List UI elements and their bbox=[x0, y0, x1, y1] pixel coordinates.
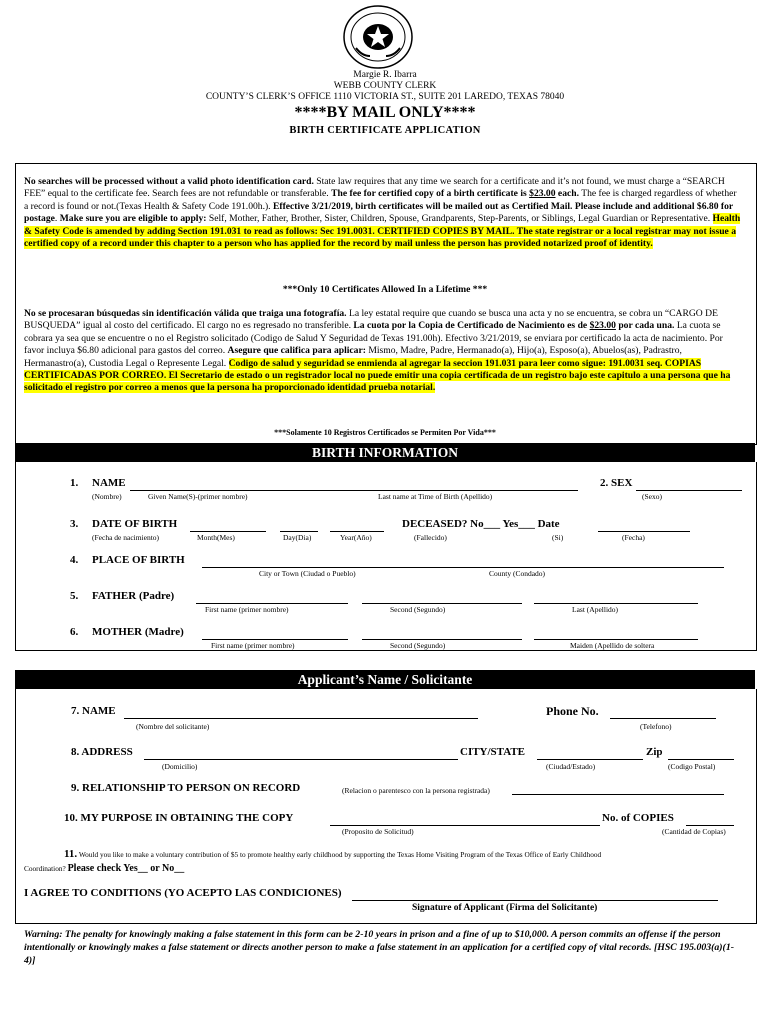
certified-mail-notice: Effective 3/21/2019, birth certificates will be mailed out as Certified Mail. Please include and additional $6.80 for postage bbox=[24, 200, 733, 225]
zip-line[interactable] bbox=[668, 759, 734, 760]
sex-input-line[interactable] bbox=[636, 490, 742, 491]
office-name: WEBB COUNTY CLERK bbox=[333, 81, 437, 91]
mother-first-line[interactable] bbox=[202, 639, 348, 640]
fee-regardless-text: The fee is charged regardless of whether a record is found or not.(Texas Health & Safety Code 191.00h.). bbox=[24, 188, 737, 212]
given-name-caption: Given Name(S)-(primer nombre) bbox=[148, 492, 248, 501]
county-caption: County (Condado) bbox=[489, 569, 546, 578]
county-seal bbox=[340, 4, 416, 70]
fee-text-es: La cuota por la Copia de Certificado de Nacimiento es de bbox=[353, 320, 590, 332]
year-caption: Year(Año) bbox=[340, 533, 372, 542]
phone-caption: (Telefono) bbox=[640, 722, 672, 731]
city-state-label: CITY/STATE bbox=[460, 746, 526, 758]
deceased-label: DECEASED? No___ Yes___ Date bbox=[402, 518, 560, 530]
deceased-date-line[interactable] bbox=[598, 531, 690, 532]
fecha-caption: (Fecha) bbox=[622, 533, 645, 542]
office-address: COUNTY’S CLERK’S OFFICE 1110 VICTORIA ST., SUITE 201 LAREDO, TEXAS 78040 bbox=[205, 92, 565, 102]
applicant-name-caption: (Nombre del solicitante) bbox=[136, 722, 210, 731]
contribution-checkbox[interactable]: Please check Yes__ or No__ bbox=[67, 863, 185, 874]
name-caption-nombre: (Nombre) bbox=[92, 492, 122, 501]
relationship-caption: (Relacion o parentesco con la persona registrada) bbox=[342, 786, 490, 795]
father-label: FATHER (Padre) bbox=[92, 590, 175, 602]
search-fee-text-es: La ley estatal require que cuando se busca una acta y no se encuentra, se cobra un “CARGO DE BUSQUEDA” igual al costo del certificado. El cargo no es regresado no transferible. bbox=[24, 308, 718, 332]
mother-second-caption: Second (Segundo) bbox=[390, 641, 446, 650]
father-first-caption: First name (primer nombre) bbox=[205, 605, 289, 614]
zip-label: Zip bbox=[646, 746, 663, 758]
lifetime-limit-es: ***Solamente 10 Registros Certificados se Permiten Por Vida*** bbox=[274, 428, 496, 437]
city-state-caption: (Ciudad/Estado) bbox=[546, 762, 596, 771]
purpose-label: 10. MY PURPOSE IN OBTAINING THE COPY bbox=[64, 812, 294, 824]
address-label: 8. ADDRESS bbox=[71, 746, 133, 758]
father-last-caption: Last (Apellido) bbox=[572, 605, 619, 614]
applicant-name-label: 7. NAME bbox=[71, 705, 116, 717]
signature-caption: Signature of Applicant (Firma del Solicitante) bbox=[412, 903, 598, 913]
field-4-number: 4. bbox=[70, 554, 79, 566]
phone-line[interactable] bbox=[610, 718, 716, 719]
mother-first-caption: First name (primer nombre) bbox=[211, 641, 295, 650]
photo-id-notice: No searches will be processed without a valid photo identification card. bbox=[24, 176, 314, 187]
field-1-number: 1. bbox=[70, 477, 79, 489]
fee-each: each. bbox=[555, 188, 579, 200]
fee-amount: $23.00 bbox=[529, 188, 556, 200]
coordination-text: Coordination? bbox=[24, 864, 66, 873]
contribution-text: Would you like to make a voluntary contribution of $5 to promote healthy early childhood by supporting the Texas Home Visiting Program of the Texas Office of Early Childhood bbox=[77, 850, 602, 859]
address-caption: (Domicilio) bbox=[162, 762, 198, 771]
field-5-number: 5. bbox=[70, 590, 79, 602]
relationship-label: 9. RELATIONSHIP TO PERSON ON RECORD bbox=[71, 782, 301, 794]
punct: . bbox=[54, 213, 60, 225]
mother-maiden-caption: Maiden (Apellido de soltera bbox=[570, 641, 655, 650]
last-name-caption: Last name at Time of Birth (Apellido) bbox=[378, 492, 493, 501]
place-of-birth-label: PLACE OF BIRTH bbox=[92, 554, 185, 566]
father-first-line[interactable] bbox=[196, 603, 348, 604]
dob-label: DATE OF BIRTH bbox=[92, 518, 178, 530]
eligibility-heading-es: Asegure que califica para aplicar: bbox=[227, 345, 366, 357]
agree-label: I AGREE TO CONDITIONS (YO ACEPTO LAS CONDICIONES) bbox=[24, 887, 342, 899]
health-code-highlight-es: Codigo de salud y seguridad se enmienda al agregar la seccion 191.031 para leer como sigue: 191.0031 seq. COPIAS CERTIFICADAS POR CORREO. El Secretario de estado o un registrador local no puede emitir una copia certificada de un registro bajo este capitulo a una persona que ha solicitado el registro por correo a menos que la persona ha proporcionado identidad prueba notarial. bbox=[24, 357, 731, 394]
city-state-line[interactable] bbox=[537, 759, 643, 760]
copies-label: No. of COPIES bbox=[602, 812, 674, 824]
mother-label: MOTHER (Madre) bbox=[92, 626, 184, 638]
field-3-number: 3. bbox=[70, 518, 79, 530]
fee-each-es: por cada una. bbox=[615, 320, 675, 332]
eligibility-heading: Make sure you are eligible to apply: bbox=[59, 213, 207, 225]
eligibility-list-es: Mismo, Madre, Padre, Hermanado(a), Hijo(a), Esposo(a), Abuelos(as), Padrastro, Hermanastro(a), Custodia Legal o Represente Legal. bbox=[24, 345, 682, 369]
penalty-warning: Warning: The penalty for knowingly making a false statement in this form can be 2-10 years in prison and a fine of up to $10,000. A person commits an offense if the person intentionally or knowingly makes a false statement or directs another person to make a false statement in an application for a certified copy of vital records. [HSC 195.003(a)(1-4)] bbox=[24, 929, 734, 966]
purpose-line[interactable] bbox=[330, 825, 600, 826]
field-11-number: 11. bbox=[64, 848, 78, 860]
applicant-heading: Applicant’s Name / Solicitante bbox=[15, 670, 755, 689]
copies-caption: (Cantidad de Copias) bbox=[662, 827, 726, 836]
mother-second-line[interactable] bbox=[362, 639, 522, 640]
dob-day-line[interactable] bbox=[280, 531, 318, 532]
city-caption: City or Town (Ciudad o Pueblo) bbox=[259, 569, 356, 578]
purpose-caption: (Proposito de Solicitud) bbox=[342, 827, 414, 836]
copies-line[interactable] bbox=[686, 825, 734, 826]
contribution-line2 bbox=[24, 863, 184, 874]
clerk-name: Margie R. Ibarra bbox=[353, 70, 417, 80]
phone-label: Phone No. bbox=[546, 704, 599, 718]
dob-year-line[interactable] bbox=[330, 531, 384, 532]
eligibility-list: Self, Mother, Father, Brother, Sister, Children, Spouse, Grandparents, Step-Parents, or Siblings, Legal Guardian or Representative. bbox=[206, 213, 713, 225]
dob-caption: (Fecha de nacimiento) bbox=[92, 533, 160, 542]
relationship-line[interactable] bbox=[512, 794, 724, 795]
photo-id-notice-es: No se procesaran búsquedas sin identificación válida que traiga una fotografía. bbox=[24, 308, 347, 319]
name-input-line[interactable] bbox=[130, 490, 578, 491]
month-caption: Month(Mes) bbox=[197, 533, 235, 542]
fee-regardless-text-es: La cuota se cobrara ya sea que se encuentre o no el Registro solicitado (Codigo de Salud Y Seguridad de Texas 191.00h). Efectivo 3/21/2019, se enviara por certificado la acta de nacimiento. Por favor incluya $6.80 adicional para gastos del correo. bbox=[24, 320, 723, 357]
address-line[interactable] bbox=[144, 759, 458, 760]
search-fee-text: State law requires that any time we search for a certificate and it’s not found, we must charge a “SEARCH FEE” equal to the certificate fee. Search fees are not refundable or transferable. bbox=[24, 176, 725, 200]
mail-only-title: ****BY MAIL ONLY**** bbox=[294, 104, 476, 121]
day-caption: Day(Dia) bbox=[283, 533, 312, 542]
spanish-instructions bbox=[24, 308, 742, 395]
deceased-caption: (Fallecido) bbox=[414, 533, 447, 542]
fee-amount-es: $23.00 bbox=[589, 320, 616, 332]
place-of-birth-line[interactable] bbox=[202, 567, 724, 568]
mother-maiden-line[interactable] bbox=[534, 639, 698, 640]
field-6-number: 6. bbox=[70, 626, 79, 638]
father-second-caption: Second (Segundo) bbox=[390, 605, 446, 614]
birth-info-heading: BIRTH INFORMATION bbox=[15, 443, 755, 462]
father-last-line[interactable] bbox=[534, 603, 698, 604]
applicant-name-line[interactable] bbox=[124, 718, 478, 719]
si-caption: (Si) bbox=[552, 533, 564, 542]
dob-month-line[interactable] bbox=[190, 531, 266, 532]
name-label: NAME bbox=[92, 477, 126, 489]
sex-caption: (Sexo) bbox=[642, 492, 662, 501]
sex-label: 2. SEX bbox=[600, 477, 633, 489]
fee-text: The fee for certified copy of a birth certificate is bbox=[331, 188, 530, 200]
english-instructions bbox=[24, 176, 742, 250]
health-code-highlight: Health & Safety Code is amended by adding Section 191.031 to read as follows: Sec 191.0031. CERTIFIED COPIES BY MAIL. The state registrar or a local registrar may not issue a certified copy of a record under this chapter to a person who has applied for the record by mail unless the person has provided notarized proof of identity. bbox=[24, 213, 741, 250]
lifetime-limit: ***Only 10 Certificates Allowed In a Lifetime *** bbox=[282, 284, 488, 295]
signature-line[interactable] bbox=[352, 900, 718, 901]
contribution-question bbox=[64, 848, 601, 860]
father-second-line[interactable] bbox=[362, 603, 522, 604]
zip-caption: (Codigo Postal) bbox=[668, 762, 716, 771]
form-title: BIRTH CERTIFICATE APPLICATION bbox=[289, 125, 481, 136]
